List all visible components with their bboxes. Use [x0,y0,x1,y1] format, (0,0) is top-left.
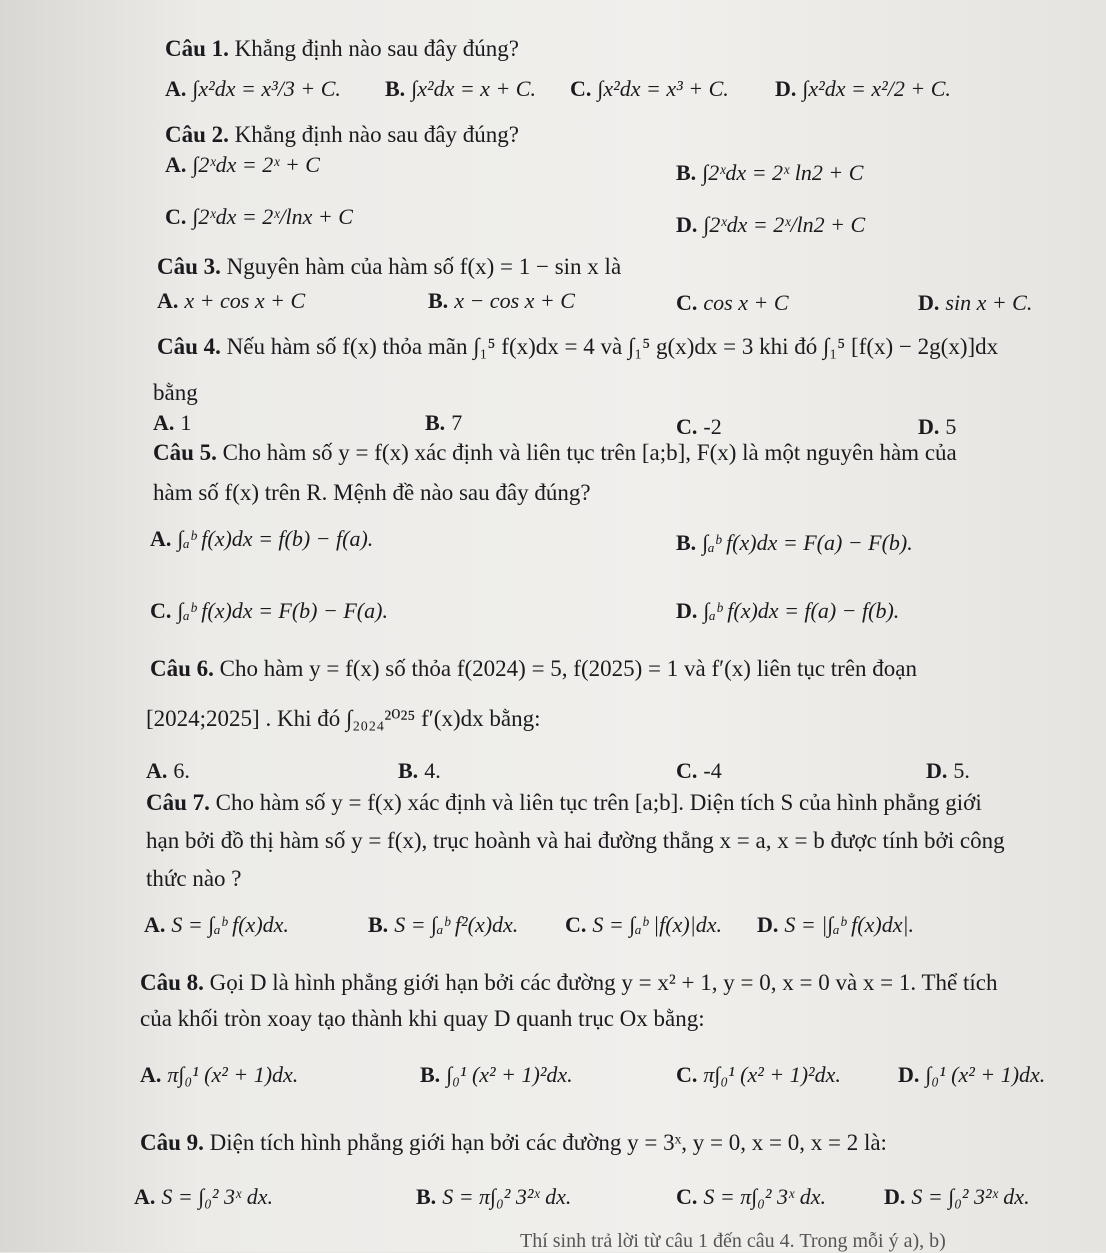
question-8: Câu 8. Gọi D là hình phẳng giới hạn bởi các đường y = x² + 1, y = 0, x = 0 và x = 1. Thể tích [140,970,998,995]
q2-option-a: A. ∫2ˣdx = 2ˣ + C [165,152,320,177]
question-6-cont: [2024;2025] . Khi đó ∫₂₀₂₄²⁰²⁵ f′(x)dx bằng: [146,706,541,731]
q1-option-a: A. ∫x²dx = x³/3 + C. [165,76,341,101]
q3-option-c: C. cos x + C [676,290,789,315]
q8-option-c: C. π∫₀¹ (x² + 1)²dx. [676,1062,841,1087]
q1-option-d: D. ∫x²dx = x²/2 + C. [775,76,951,101]
question-4-cont: bằng [153,380,198,405]
q6-option-b: B. 4. [398,758,441,783]
q7-option-c: C. S = ∫ₐᵇ |f(x)|dx. [565,912,723,937]
q9-option-b: B. S = π∫₀² 3²ˣ dx. [416,1184,572,1209]
q7-option-d: D. S = |∫ₐᵇ f(x)dx|. [757,912,915,937]
q9-option-c: C. S = π∫₀² 3ˣ dx. [676,1184,827,1209]
q7-option-b: B. S = ∫ₐᵇ f²(x)dx. [368,912,519,937]
q9-option-a: A. S = ∫₀² 3ˣ dx. [134,1184,273,1209]
q6-option-c: C. -4 [676,758,722,783]
question-2: Câu 2. Khẳng định nào sau đây đúng? [165,122,519,147]
q6-option-d: D. 5. [926,758,970,783]
question-5: Câu 5. Cho hàm số y = f(x) xác định và liên tục trên [a;b], F(x) là một nguyên hàm của [153,440,957,465]
q2-option-d: D. ∫2ˣdx = 2ˣ/ln2 + C [676,212,866,237]
q6-option-a: A. 6. [146,758,190,783]
question-8-cont: của khối tròn xoay tạo thành khi quay D quanh trục Ox bằng: [140,1006,705,1031]
q3-option-b: B. x − cos x + C [428,288,575,313]
q3-option-a: A. x + cos x + C [157,288,306,313]
q5-option-d: D. ∫ₐᵇ f(x)dx = f(a) − f(b). [676,598,900,623]
q1-option-b: B. ∫x²dx = x + C. [385,76,536,101]
question-5-cont: hàm số f(x) trên R. Mệnh đề nào sau đây đúng? [153,480,591,505]
q4-option-a: A. 1 [153,410,192,435]
question-4: Câu 4. Nếu hàm số f(x) thỏa mãn ∫₁⁵ f(x)dx = 4 và ∫₁⁵ g(x)dx = 3 khi đó ∫₁⁵ [f(x) − 2g(x)]dx [157,334,999,359]
q7-option-a: A. S = ∫ₐᵇ f(x)dx. [144,912,289,937]
q4-option-d: D. 5 [918,414,957,439]
question-3: Câu 3. Nguyên hàm của hàm số f(x) = 1 − sin x là [157,254,622,279]
question-7-cont: hạn bởi đồ thị hàm số y = f(x), trục hoành và hai đường thẳng x = a, x = b được tính bởi công [146,828,1005,853]
q4-option-c: C. -2 [676,414,722,439]
q4-option-b: B. 7 [425,410,463,435]
q2-option-c: C. ∫2ˣdx = 2ˣ/lnx + C [165,204,353,229]
question-7-cont2: thức nào ? [146,866,242,891]
question-9: Câu 9. Diện tích hình phẳng giới hạn bởi các đường y = 3ˣ, y = 0, x = 0, x = 2 là: [140,1130,887,1155]
question-7: Câu 7. Cho hàm số y = f(x) xác định và liên tục trên [a;b]. Diện tích S của hình phẳng giới [146,790,982,815]
q8-option-d: D. ∫₀¹ (x² + 1)dx. [898,1062,1046,1087]
q1-option-c: C. ∫x²dx = x³ + C. [570,76,729,101]
q3-option-d: D. sin x + C. [918,290,1033,315]
q5-option-a: A. ∫ₐᵇ f(x)dx = f(b) − f(a). [150,526,374,551]
question-1: Câu 1. Khẳng định nào sau đây đúng? [165,36,519,61]
question-6: Câu 6. Cho hàm y = f(x) số thỏa f(2024) = 5, f(2025) = 1 và f′(x) liên tục trên đoạn [150,656,918,681]
footer-instruction: Thí sinh trả lời từ câu 1 đến câu 4. Trong mỗi ý a), b) [520,1230,946,1252]
q2-option-b: B. ∫2ˣdx = 2ˣ ln2 + C [676,160,864,185]
q5-option-b: B. ∫ₐᵇ f(x)dx = F(a) − F(b). [676,530,913,555]
q8-option-a: A. π∫₀¹ (x² + 1)dx. [140,1062,299,1087]
q5-option-c: C. ∫ₐᵇ f(x)dx = F(b) − F(a). [150,598,388,623]
q9-option-d: D. S = ∫₀² 3²ˣ dx. [884,1184,1030,1209]
q8-option-b: B. ∫₀¹ (x² + 1)²dx. [420,1062,573,1087]
